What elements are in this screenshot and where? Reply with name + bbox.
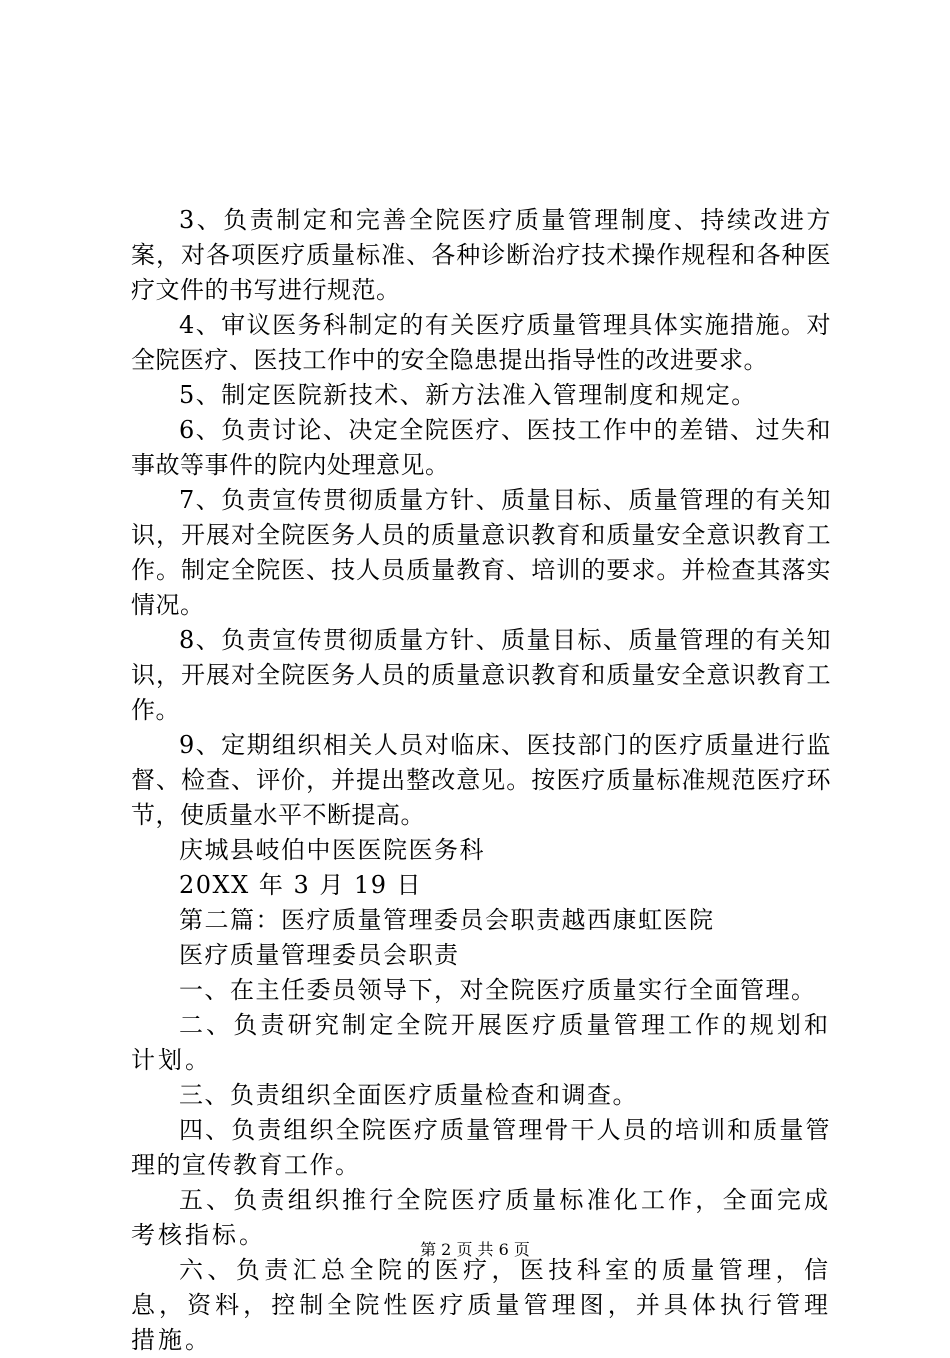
paragraph-item-3: 3、负责制定和完善全院医疗质量管理制度、持续改进方案，对各项医疗质量标准、各种诊断治疗技术操作规程和各种医疗文件的书写进行规范。 <box>131 206 831 304</box>
page-number-footer: 第 2 页 共 6 页 <box>420 1240 530 1259</box>
signature-department: 庆城县岐伯中医医院医务科 <box>179 836 485 864</box>
document-body <box>131 203 831 1358</box>
paragraph-item-5: 5、制定医院新技术、新方法准入管理制度和规定。 <box>179 381 757 409</box>
paragraph-item-8: 8、负责宣传贯彻质量方针、质量目标、质量管理的有关知识，开展对全院医务人员的质量意识教育和质量安全意识教育工作。 <box>131 626 831 724</box>
paragraph-item-7: 7、负责宣传贯彻质量方针、质量目标、质量管理的有关知识，开展对全院医务人员的质量意识教育和质量安全意识教育工作。制定全院医、技人员质量教育、培训的要求。并检查其落实情况。 <box>131 486 831 619</box>
duty-item-2: 二、负责研究制定全院开展医疗质量管理工作的规划和计划。 <box>131 1011 831 1074</box>
duty-item-3: 三、负责组织全面医疗质量检查和调查。 <box>179 1081 638 1109</box>
duty-item-4: 四、负责组织全院医疗质量管理骨干人员的培训和质量管理的宣传教育工作。 <box>131 1116 831 1179</box>
paragraph-item-4: 4、审议医务科制定的有关医疗质量管理具体实施措施。对全院医疗、医技工作中的安全隐患提出指导性的改进要求。 <box>131 311 831 374</box>
paragraph-item-6: 6、负责讨论、决定全院医疗、医技工作中的差错、过失和事故等事件的院内处理意见。 <box>131 416 831 479</box>
duty-item-1: 一、在主任委员领导下，对全院医疗质量实行全面管理。 <box>179 976 817 1004</box>
section-subheading: 医疗质量管理委员会职责 <box>179 941 460 969</box>
paragraph-item-9: 9、定期组织相关人员对临床、医技部门的医疗质量进行监督、检查、评价，并提出整改意见。按医疗质量标准规范医疗环节，使质量水平不断提高。 <box>131 731 831 829</box>
duty-item-6: 六、负责汇总全院的医疗，医技科室的质量管理，信息，资料，控制全院性医疗质量管理图，并具体执行管理措施。 <box>131 1256 831 1354</box>
duty-item-5: 五、负责组织推行全院医疗质量标准化工作，全面完成考核指标。 <box>131 1186 831 1249</box>
section-heading: 第二篇：医疗质量管理委员会职责越西康虹医院 <box>179 906 715 934</box>
signature-date: 20XX 年 3 月 19 日 <box>179 871 423 899</box>
